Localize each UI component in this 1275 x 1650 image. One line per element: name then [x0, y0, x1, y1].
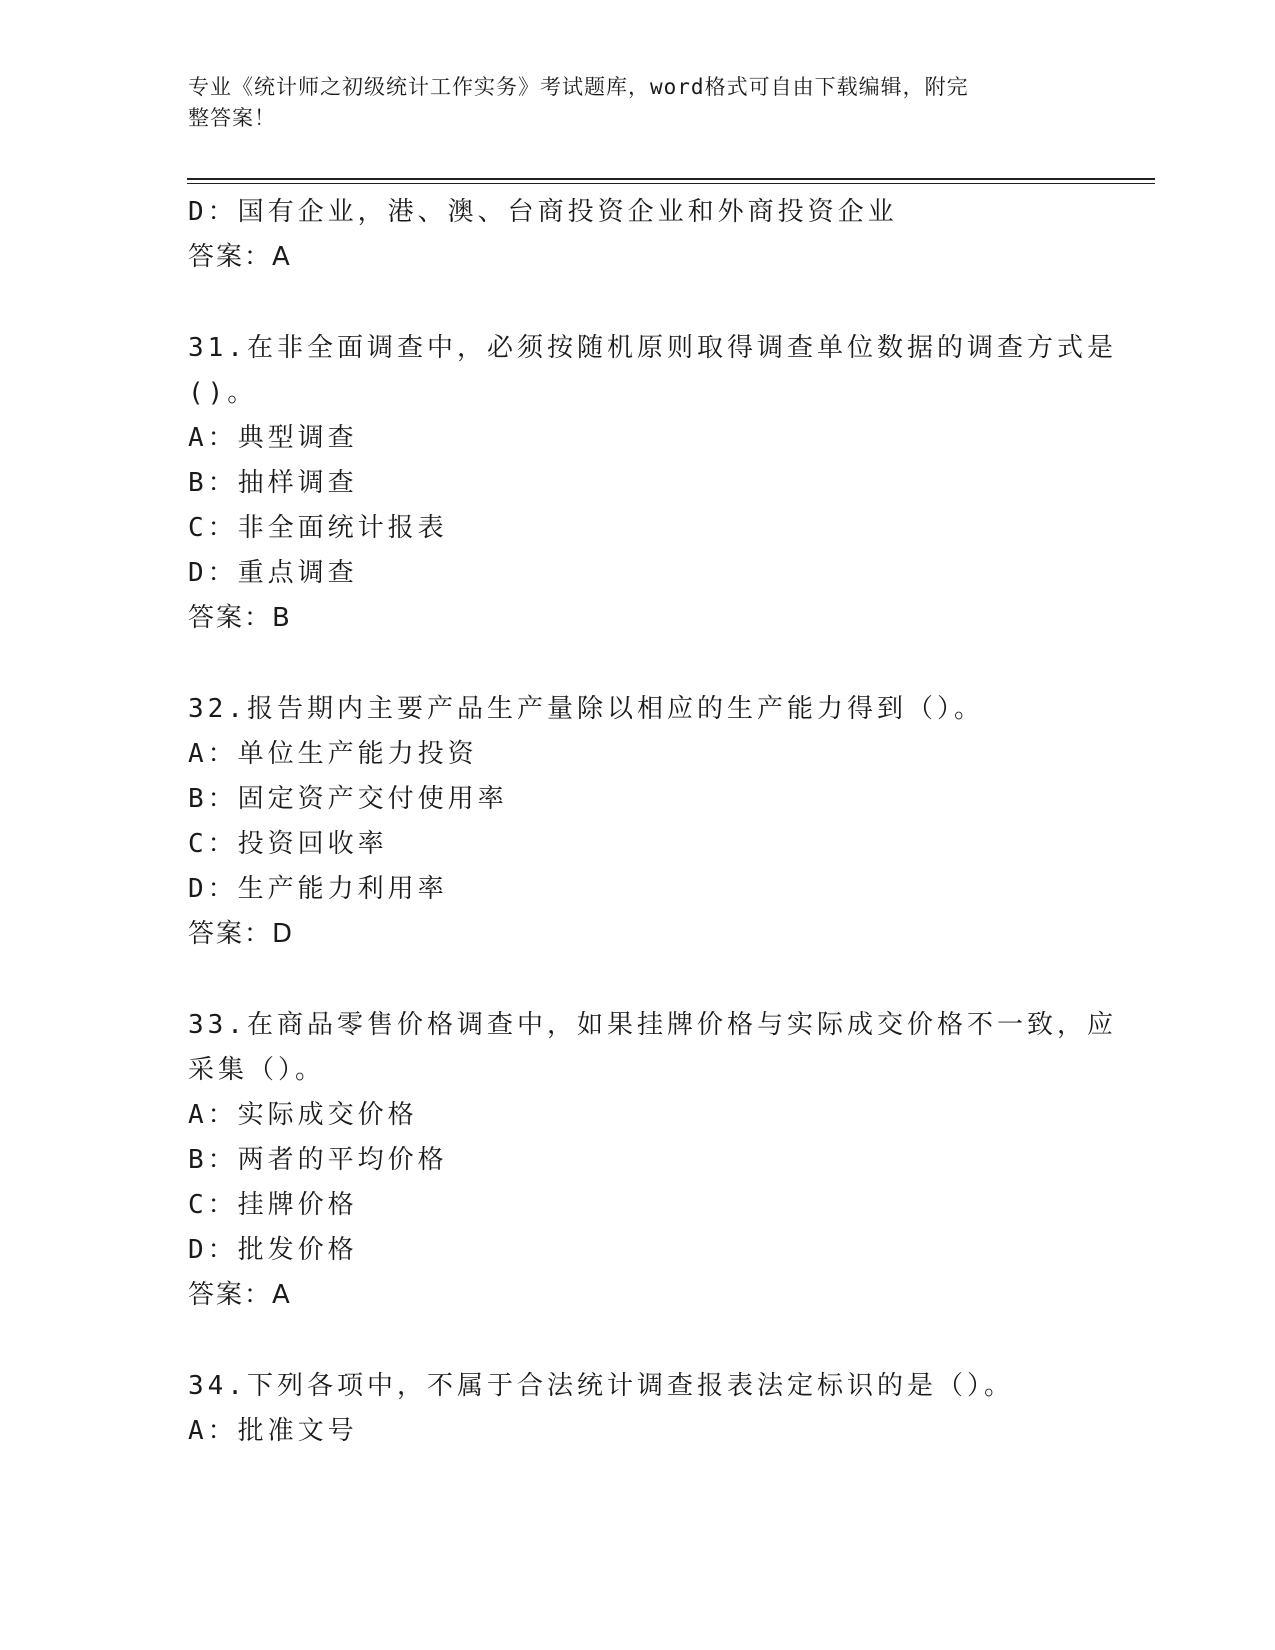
spacer [188, 641, 1088, 687]
question-stem: 32.报告期内主要产品生产量除以相应的生产能力得到（）。 [188, 694, 984, 724]
option-d: D：批发价格 [188, 1235, 358, 1265]
question-32 [188, 687, 1088, 957]
spacer [188, 1318, 1088, 1364]
question-33 [188, 1003, 1117, 1318]
question-stem: 33.在商品零售价格调查中，如果挂牌价格与实际成交价格不一致，应 [188, 1010, 1117, 1040]
option-c: C：投资回收率 [188, 829, 388, 859]
question-stem: 34.下列各项中，不属于合法统计调查报表法定标识的是（）。 [188, 1371, 1014, 1401]
header-line-2: 整答案！ [188, 106, 276, 130]
option-a: A：典型调查 [188, 423, 358, 453]
header-rule-thick [187, 178, 1155, 180]
answer-line: 答案：D [188, 919, 295, 949]
previous-question-tail [188, 190, 1088, 280]
answer-line: 答案：A [188, 242, 292, 272]
page-header [188, 72, 1088, 134]
header-rule-thin [187, 183, 1155, 184]
option-b: B：两者的平均价格 [188, 1145, 448, 1175]
option-a: A：实际成交价格 [188, 1100, 418, 1130]
option-a: A：批准文号 [188, 1416, 358, 1446]
option-d: D：生产能力利用率 [188, 874, 448, 904]
option-d: D：重点调查 [188, 558, 358, 588]
spacer [188, 280, 1088, 326]
answer-line: 答案：B [188, 603, 292, 633]
spacer [188, 957, 1088, 1003]
option-c: C：非全面统计报表 [188, 513, 448, 543]
question-stem: 31.在非全面调查中，必须按随机原则取得调查单位数据的调查方式是 [188, 333, 1117, 363]
question-34 [188, 1364, 1088, 1454]
answer-line: 答案：A [188, 1280, 292, 1310]
question-stem-continued: ()。 [188, 378, 258, 408]
header-line-1: 专业《统计师之初级统计工作实务》考试题库，word格式可自由下载编辑，附完 [188, 75, 969, 99]
option-a: A：单位生产能力投资 [188, 739, 478, 769]
question-list [188, 190, 1117, 1454]
question-31 [188, 326, 1117, 641]
option-d: D：国有企业，港、澳、台商投资企业和外商投资企业 [188, 197, 898, 227]
option-b: B：抽样调查 [188, 468, 358, 498]
option-c: C：挂牌价格 [188, 1190, 358, 1220]
option-b: B：固定资产交付使用率 [188, 784, 508, 814]
question-stem-continued: 采集（）。 [188, 1055, 326, 1085]
